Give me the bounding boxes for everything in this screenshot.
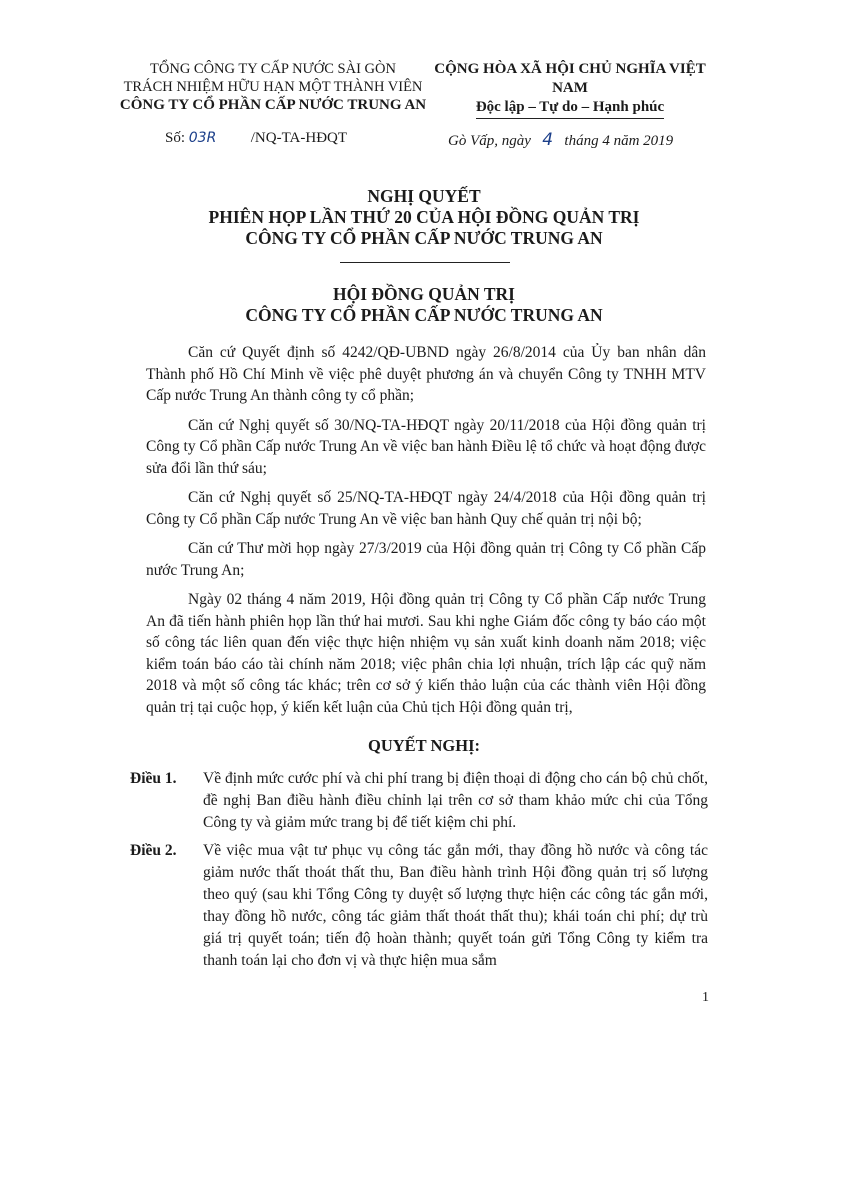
document-number: [165, 130, 347, 147]
document-title: [0, 186, 848, 249]
org-line-3: CÔNG TY CỔ PHẦN CẤP NƯỚC TRUNG AN: [119, 97, 427, 113]
national-header: [420, 60, 720, 119]
article-text: Về việc mua vật tư phục vụ công tác gắn mới, thay đồng hồ nước và công tác giảm nước thất thoát thất thu, Ban điều hành trình Hội đồng quản trị số lượng theo quý (sau khi Tổng Công ty duyệt số lượng thực hiện các công tác gắn mới, thay đồng hồ nước, công tác giảm thất thoát thất thu); khái toán chi phí; dự trù giá trị quyết toán; tiến độ hoàn thành; quyết toán gửi Tổng Công ty kiểm tra thanh toán lại cho đơn vị và thực hiện mua sắm: [203, 842, 708, 969]
place-date-suffix: tháng 4 năm 2019: [564, 133, 674, 149]
article-label: Điều 2.: [130, 842, 177, 859]
org-line-1: TỔNG CÔNG TY CẤP NƯỚC SÀI GÒN: [150, 61, 396, 77]
place-date-prefix: Gò Vấp, ngày: [448, 133, 531, 149]
handwritten-number: 03R: [188, 130, 217, 146]
place-date: [448, 130, 673, 150]
paragraph: Căn cứ Nghị quyết số 30/NQ-TA-HĐQT ngày 20/11/2018 của Hội đồng quản trị Công ty Cổ phần Cấp nước Trung An về việc ban hành Điều lệ tổ chức và hoạt động được sửa đổi lần thứ sáu;: [146, 416, 706, 477]
so-label: Số:: [165, 130, 186, 146]
article-text: Về định mức cước phí và chi phí trang bị điện thoại di động cho cán bộ chủ chốt, đề nghị Ban điều hành điều chỉnh lại trên cơ sở tham khảo mức chi của Tổng Công ty và giảm mức trang bị để tiết kiệm chi phí.: [203, 770, 708, 831]
issuer-line-1: HỘI ĐỒNG QUẢN TRỊ: [333, 284, 515, 304]
decision-heading: QUYẾT NGHỊ:: [367, 736, 480, 755]
article-label: Điều 1.: [130, 770, 177, 787]
issuer-heading: [0, 284, 848, 326]
so-suffix: /NQ-TA-HĐQT: [250, 130, 348, 146]
page-number: 1: [702, 990, 709, 1005]
issuer-line-2: CÔNG TY CỔ PHẦN CẤP NƯỚC TRUNG AN: [245, 305, 603, 325]
nation-title: CỘNG HÒA XÃ HỘI CHỦ NGHĨA VIỆT NAM: [434, 61, 706, 96]
title-line-1: NGHỊ QUYẾT: [367, 186, 481, 206]
organization-header: [108, 60, 438, 114]
org-line-2: TRÁCH NHIỆM HỮU HẠN MỘT THÀNH VIÊN: [123, 79, 423, 95]
title-line-3: CÔNG TY CỔ PHẦN CẤP NƯỚC TRUNG AN: [245, 228, 603, 248]
preamble: [146, 342, 706, 726]
article-2: [130, 840, 708, 972]
paragraph: Căn cứ Nghị quyết số 25/NQ-TA-HĐQT ngày 24/4/2018 của Hội đồng quản trị Công ty Cổ phần Cấp nước Trung An về việc ban hành Quy chế quản trị nội bộ;: [146, 489, 706, 528]
article-1: [130, 768, 708, 834]
paragraph: Căn cứ Thư mời họp ngày 27/3/2019 của Hội đồng quản trị Công ty Cổ phần Cấp nước Trung An;: [146, 540, 706, 579]
title-line-2: PHIÊN HỌP LẦN THỨ 20 CỦA HỘI ĐỒNG QUẢN TRỊ: [208, 207, 640, 227]
motto: Độc lập – Tự do – Hạnh phúc: [476, 98, 664, 119]
title-divider: [340, 262, 510, 263]
handwritten-day: 4: [542, 130, 554, 150]
paragraph: Căn cứ Quyết định số 4242/QĐ-UBND ngày 26/8/2014 của Ủy ban nhân dân Thành phố Hồ Chí Minh về việc phê duyệt phương án và chuyển Công ty TNHH MTV Cấp nước Trung An thành công ty cổ phần;: [146, 344, 706, 404]
paragraph: Ngày 02 tháng 4 năm 2019, Hội đồng quản trị Công ty Cổ phần Cấp nước Trung An đã tiến hành phiên họp lần thứ hai mươi. Sau khi nghe Giám đốc công ty báo cáo một số công tác liên quan đến việc thực hiện nhiệm vụ sản xuất kinh doanh năm 2018; việc kiểm toán báo cáo tài chính năm 2018; việc phân chia lợi nhuận, trích lập các quỹ năm 2018 và một số công tác khác; trên cơ sở ý kiến thảo luận của các thành viên Hội đồng quản trị tại cuộc họp, ý kiến kết luận của Chủ tịch Hội đồng quản trị,: [146, 591, 706, 716]
